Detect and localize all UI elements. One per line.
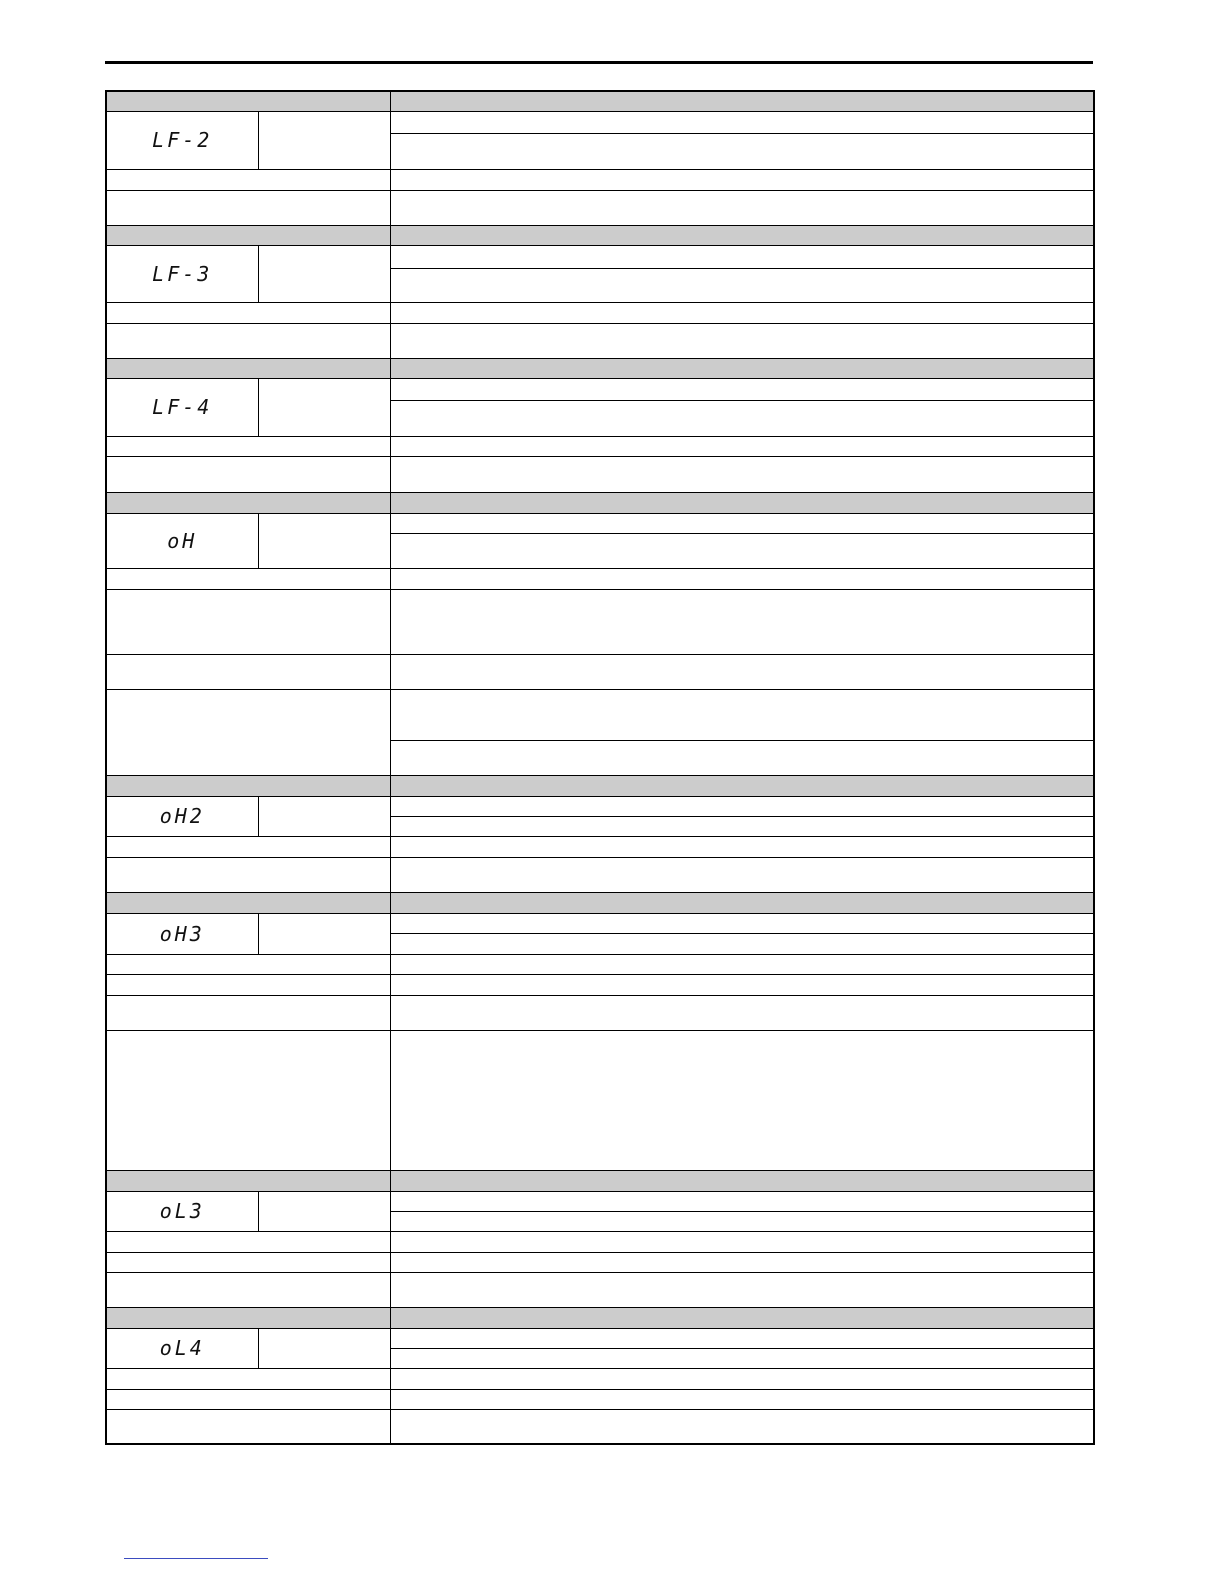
cause-cell xyxy=(106,323,390,358)
section-header-right xyxy=(390,492,1094,513)
alarm-name-cell xyxy=(258,245,390,302)
cause-header-cell xyxy=(106,954,390,974)
cause-cell xyxy=(106,654,390,689)
description-cell xyxy=(390,816,1094,836)
remedy-header-cell xyxy=(390,1368,1094,1389)
description-cell xyxy=(390,513,1094,533)
section-header-right xyxy=(390,358,1094,378)
section-header-left xyxy=(106,492,390,513)
alarm-name-cell xyxy=(258,1191,390,1231)
description-cell xyxy=(390,1191,1094,1211)
alarm-table xyxy=(105,90,1095,1445)
remedy-header-cell xyxy=(390,836,1094,857)
cause-header-cell xyxy=(106,568,390,589)
cause-header-cell xyxy=(106,302,390,323)
description-cell xyxy=(390,913,1094,933)
alarm-code-display: oH2 xyxy=(106,796,258,836)
description-cell xyxy=(390,378,1094,400)
remedy-cell xyxy=(390,589,1094,654)
alarm-name-cell xyxy=(258,378,390,436)
cause-cell xyxy=(106,689,390,775)
description-cell xyxy=(390,1348,1094,1368)
remedy-cell xyxy=(390,857,1094,892)
alarm-code-display: LF-2 xyxy=(106,111,258,169)
section-header-right xyxy=(390,225,1094,245)
remedy-cell xyxy=(390,1409,1094,1444)
alarm-name-cell xyxy=(258,513,390,568)
cause-header-cell xyxy=(106,169,390,190)
alarm-name-cell xyxy=(258,111,390,169)
description-cell xyxy=(390,533,1094,568)
section-header-right xyxy=(390,1307,1094,1328)
remedy-header-cell xyxy=(390,1231,1094,1252)
cause-cell xyxy=(106,857,390,892)
cause-header-cell xyxy=(106,1252,390,1272)
remedy-cell xyxy=(390,1030,1094,1170)
section-header-left xyxy=(106,892,390,913)
remedy-cell xyxy=(390,740,1094,775)
cause-header-cell xyxy=(106,836,390,857)
footer-link-underline[interactable] xyxy=(124,1558,268,1559)
remedy-header-cell xyxy=(390,954,1094,974)
section-header-right xyxy=(390,91,1094,111)
description-cell xyxy=(390,111,1094,133)
section-header-right xyxy=(390,892,1094,913)
cause-cell xyxy=(106,190,390,225)
cause-cell xyxy=(106,1030,390,1170)
cause-header-cell xyxy=(106,1368,390,1389)
cause-cell xyxy=(106,589,390,654)
remedy-header-cell xyxy=(390,974,1094,995)
remedy-header-cell xyxy=(390,568,1094,589)
cause-header-cell xyxy=(106,974,390,995)
remedy-header-cell xyxy=(390,1252,1094,1272)
remedy-header-cell xyxy=(390,436,1094,456)
section-header-left xyxy=(106,225,390,245)
alarm-code-display: oH3 xyxy=(106,913,258,954)
remedy-cell xyxy=(390,1272,1094,1307)
description-cell xyxy=(390,268,1094,302)
remedy-header-cell xyxy=(390,1389,1094,1409)
cause-header-cell xyxy=(106,1231,390,1252)
section-header-right xyxy=(390,1170,1094,1191)
alarm-code-display: LF-3 xyxy=(106,245,258,302)
cause-cell xyxy=(106,1272,390,1307)
cause-header-cell xyxy=(106,436,390,456)
remedy-cell xyxy=(390,689,1094,740)
alarm-name-cell xyxy=(258,1328,390,1368)
remedy-header-cell xyxy=(390,169,1094,190)
section-header-left xyxy=(106,1307,390,1328)
alarm-code-display: oL4 xyxy=(106,1328,258,1368)
section-header-left xyxy=(106,91,390,111)
remedy-cell xyxy=(390,654,1094,689)
description-cell xyxy=(390,400,1094,436)
description-cell xyxy=(390,1211,1094,1231)
cause-cell xyxy=(106,995,390,1030)
section-header-right xyxy=(390,775,1094,796)
alarm-code-display: oL3 xyxy=(106,1191,258,1231)
description-cell xyxy=(390,796,1094,816)
remedy-cell xyxy=(390,995,1094,1030)
alarm-code-display: LF-4 xyxy=(106,378,258,436)
section-header-left xyxy=(106,775,390,796)
description-cell xyxy=(390,133,1094,169)
cause-header-cell xyxy=(106,1389,390,1409)
alarm-code-display: oH xyxy=(106,513,258,568)
section-header-left xyxy=(106,358,390,378)
header-rule xyxy=(105,61,1093,64)
remedy-cell xyxy=(390,456,1094,492)
description-cell xyxy=(390,1328,1094,1348)
remedy-cell xyxy=(390,190,1094,225)
cause-cell xyxy=(106,1409,390,1444)
section-header-left xyxy=(106,1170,390,1191)
alarm-name-cell xyxy=(258,796,390,836)
remedy-header-cell xyxy=(390,302,1094,323)
alarm-name-cell xyxy=(258,913,390,954)
cause-cell xyxy=(106,456,390,492)
description-cell xyxy=(390,245,1094,268)
remedy-cell xyxy=(390,323,1094,358)
description-cell xyxy=(390,933,1094,954)
